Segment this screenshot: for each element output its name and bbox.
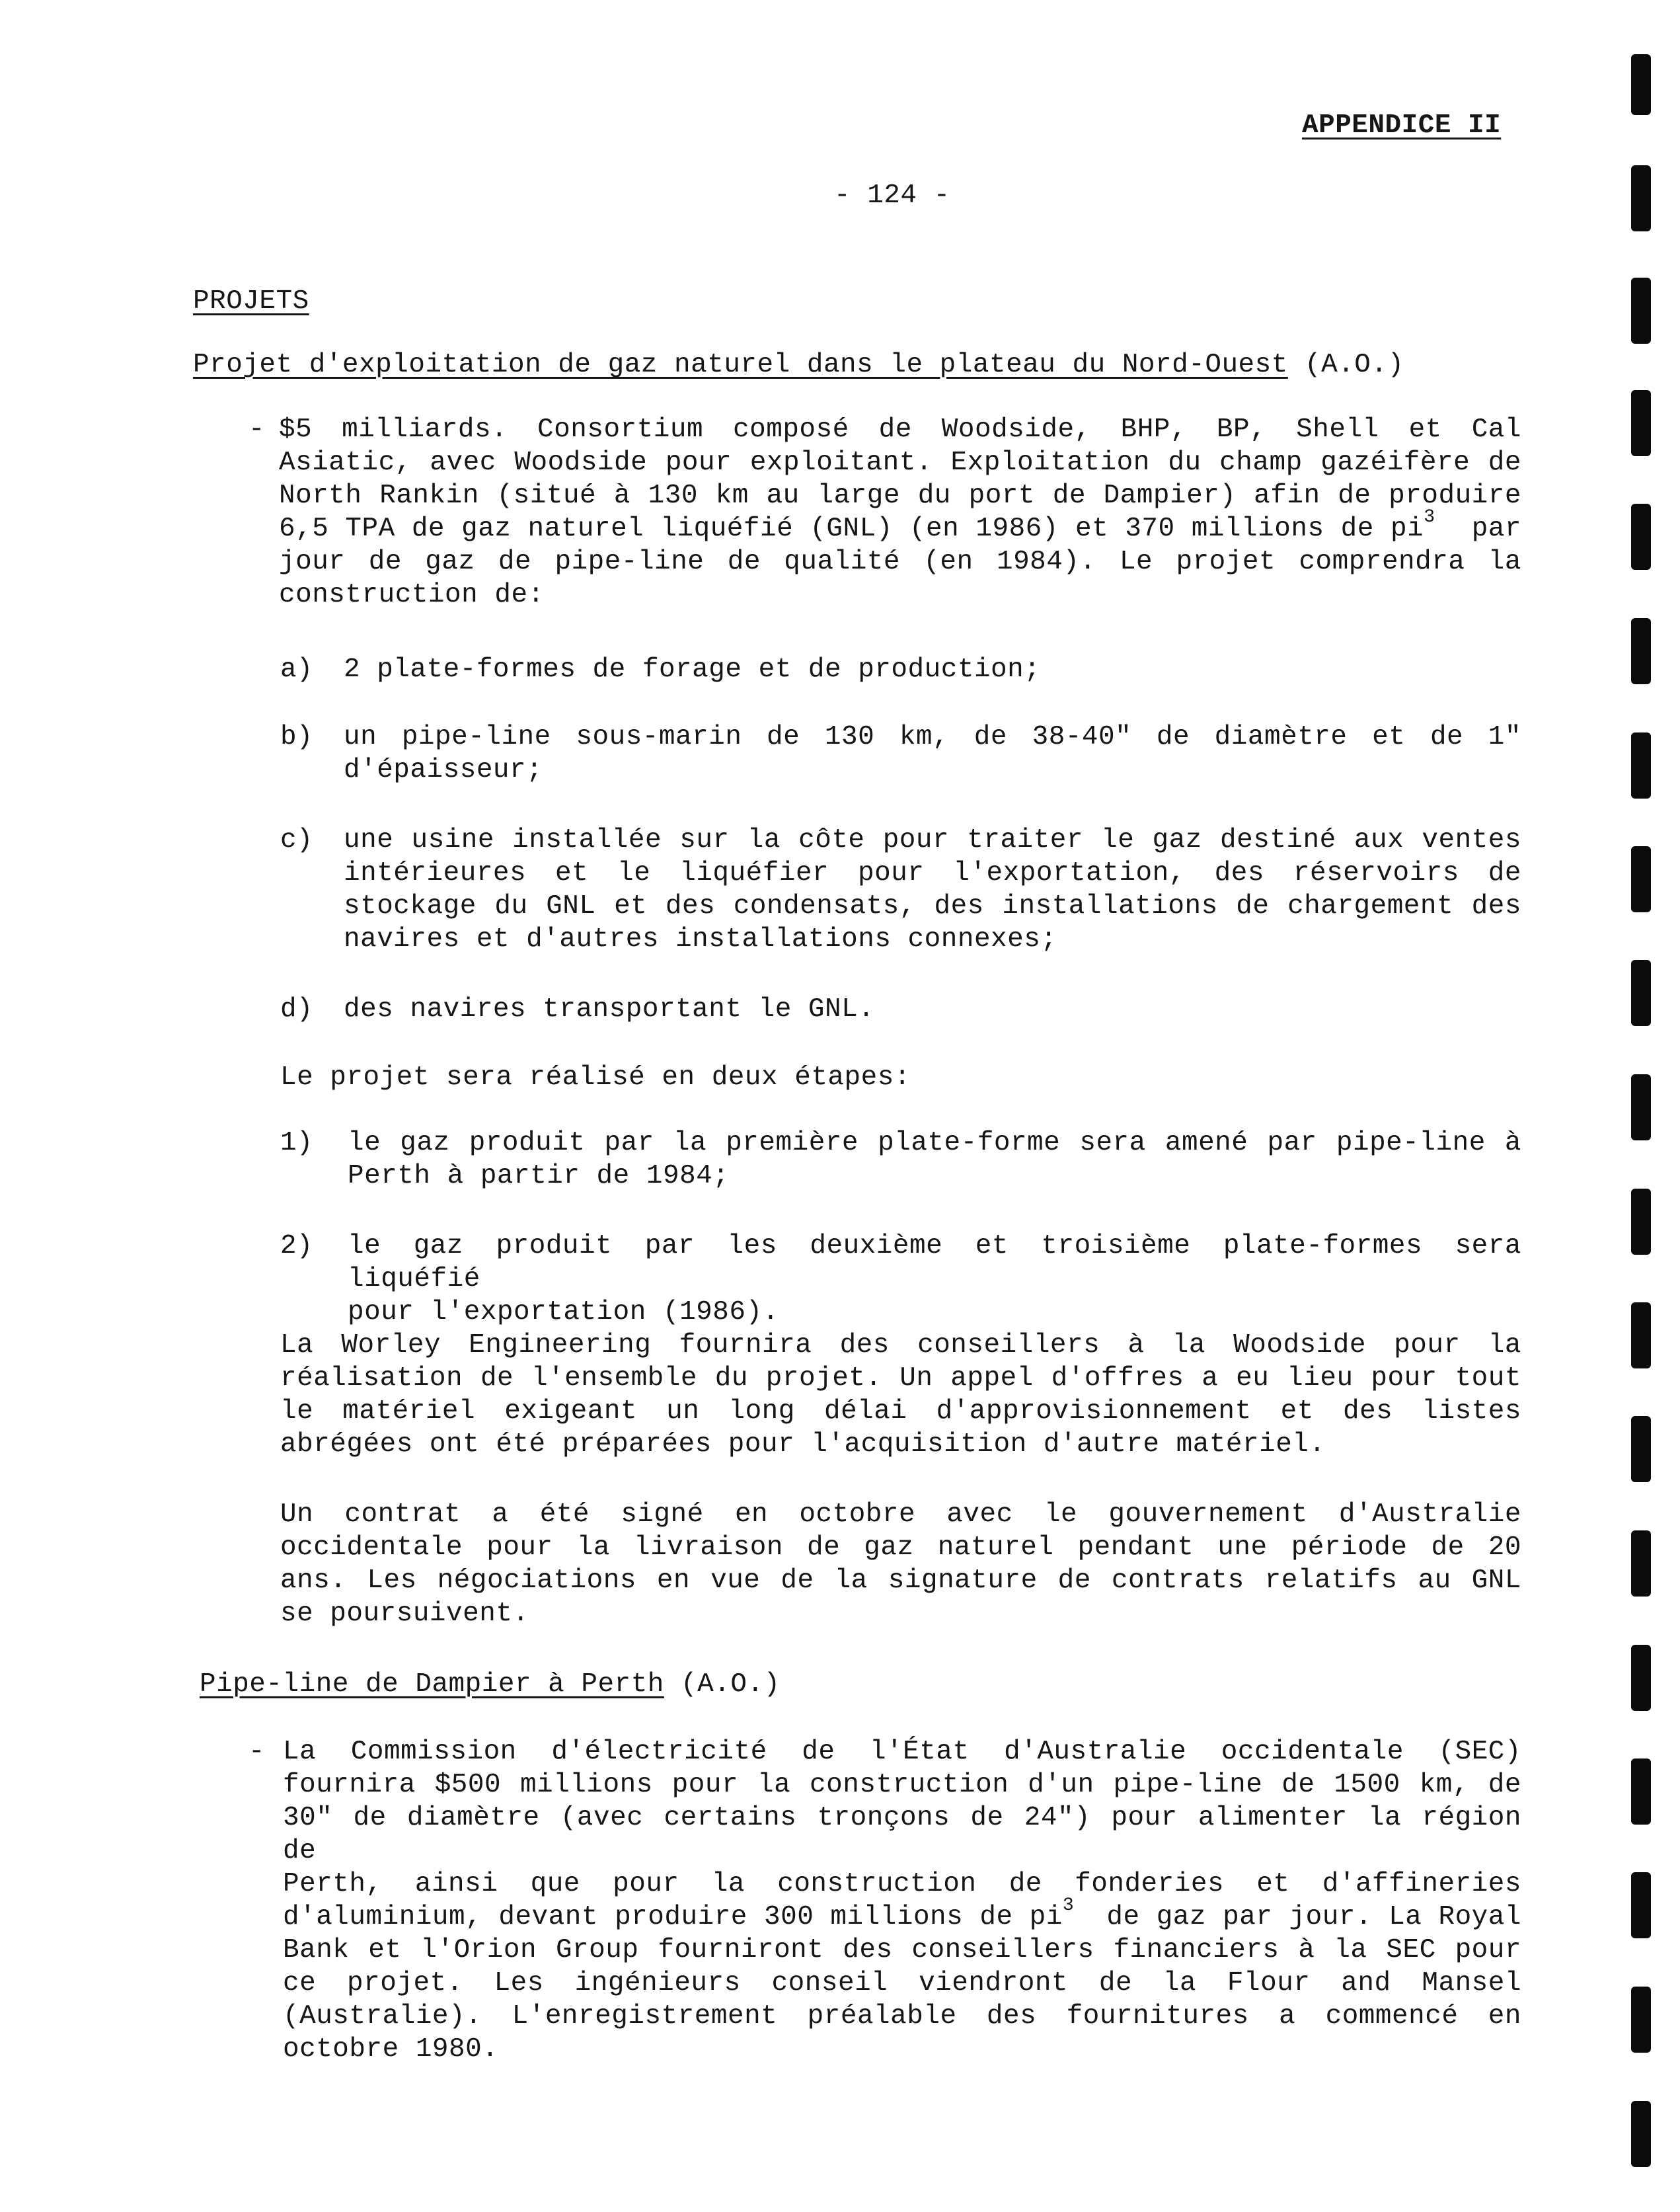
text-line: fournira $500 millions pour la construction d'un pipe-line de 1500 km, de bbox=[283, 1770, 1521, 1800]
text-line: octobre 1980. bbox=[283, 2034, 499, 2065]
list-marker: 1) bbox=[280, 1128, 313, 1158]
binder-mark bbox=[1631, 1758, 1651, 1825]
list-item bbox=[344, 653, 1521, 686]
text-line: abrégées ont été préparées pour l'acquisition d'autre matériel. bbox=[280, 1429, 1326, 1460]
text-line: North Rankin (situé à 130 km au large du port de Dampier) afin de produire bbox=[279, 481, 1521, 511]
text-line: construction de: bbox=[279, 580, 545, 610]
text-line: Asiatic, avec Woodside pour exploitant. Exploitation du champ gazéifère de bbox=[279, 448, 1521, 478]
text-line: jour de gaz de pipe-line de qualité (en 1984). Le projet comprendra la bbox=[279, 547, 1521, 577]
binder-mark bbox=[1631, 1987, 1651, 2053]
project-title: Projet d'exploitation de gaz naturel dans le plateau du Nord-Ouest bbox=[193, 350, 1288, 380]
project-region: (A.O.) bbox=[1304, 350, 1404, 380]
project-title: Pipe-line de Dampier à Perth bbox=[200, 1669, 664, 1700]
binder-mark bbox=[1631, 165, 1651, 231]
text-line: Perth à partir de 1984; bbox=[348, 1161, 730, 1191]
text-line: La Worley Engineering fournira des conseillers à la Woodside pour la bbox=[280, 1330, 1521, 1361]
text-line: Bank et l'Orion Group fourniront des conseillers financiers à la SEC pour bbox=[283, 1935, 1521, 1965]
text-line: stockage du GNL et des condensats, des installations de chargement des bbox=[344, 891, 1521, 922]
project-description bbox=[279, 413, 1521, 612]
text-line: une usine installée sur la côte pour traiter le gaz destiné aux ventes bbox=[344, 825, 1521, 855]
text-line: le matériel exigeant un long délai d'approvisionnement et des listes bbox=[280, 1396, 1521, 1427]
binder-mark bbox=[1631, 1189, 1651, 1255]
text-line: des navires transportant le GNL. bbox=[344, 994, 875, 1025]
binder-mark bbox=[1631, 846, 1651, 912]
page-number: - 124 - bbox=[834, 180, 950, 211]
list-marker: c) bbox=[280, 825, 313, 855]
list-item bbox=[348, 1126, 1521, 1193]
list-item bbox=[348, 1230, 1521, 1329]
binder-mark bbox=[1631, 504, 1651, 570]
binder-mark bbox=[1631, 618, 1651, 684]
paragraph-contract bbox=[280, 1498, 1521, 1630]
binder-mark bbox=[1631, 732, 1651, 799]
text-line: Perth, ainsi que pour la construction de fonderies et d'affineries bbox=[283, 1869, 1521, 1899]
list-marker: 2) bbox=[280, 1231, 313, 1261]
list-marker: b) bbox=[280, 722, 313, 752]
text-line: navires et d'autres installations connexes; bbox=[344, 924, 1057, 955]
text-line-with-superscript bbox=[279, 507, 1521, 545]
text-line: ans. Les négociations en vue de la signature de contrats relatifs au GNL bbox=[280, 1565, 1521, 1596]
appendix-heading: APPENDICE II bbox=[1302, 110, 1502, 141]
text-line: d'épaisseur; bbox=[344, 755, 543, 785]
text-fragment: d'aluminium, devant produire 300 millions de pi bbox=[283, 1902, 1063, 1932]
bullet-dash: - bbox=[248, 1737, 265, 1767]
bullet-dash: - bbox=[248, 415, 265, 445]
text-line: le gaz produit par la première plate-forme sera amené par pipe-line à bbox=[348, 1128, 1521, 1158]
text-fragment: par bbox=[1471, 514, 1521, 544]
text-line: Un contrat a été signé en octobre avec le gouvernement d'Australie bbox=[280, 1499, 1521, 1530]
stages-intro: Le projet sera réalisé en deux étapes: bbox=[280, 1062, 911, 1093]
binder-mark bbox=[1631, 1302, 1651, 1368]
binder-mark bbox=[1631, 1074, 1651, 1140]
binder-mark bbox=[1631, 1872, 1651, 1938]
text-line: 2 plate-formes de forage et de production; bbox=[344, 654, 1041, 685]
binder-mark bbox=[1631, 278, 1651, 344]
binder-mark bbox=[1631, 390, 1651, 456]
list-marker: a) bbox=[280, 654, 313, 685]
binder-mark bbox=[1631, 1416, 1651, 1482]
text-line: ce projet. Les ingénieurs conseil viendront de la Flour and Mansel bbox=[283, 1968, 1521, 1998]
text-line: se poursuivent. bbox=[280, 1599, 529, 1629]
superscript: 3 bbox=[1424, 507, 1435, 528]
text-line: pour l'exportation (1986). bbox=[348, 1297, 779, 1327]
binder-mark bbox=[1631, 54, 1651, 115]
list-item bbox=[344, 824, 1521, 956]
text-fragment: 6,5 TPA de gaz naturel liquéfié (GNL) (en 1986) et 370 millions de pi bbox=[279, 514, 1424, 544]
section-title: PROJETS bbox=[193, 286, 309, 317]
text-line: La Commission d'électricité de l'État d'Australie occidentale (SEC) bbox=[283, 1737, 1521, 1767]
project-region: (A.O.) bbox=[681, 1669, 781, 1700]
text-line: (Australie). L'enregistrement préalable des fournitures a commencé en bbox=[283, 2001, 1521, 2032]
paragraph-worley bbox=[280, 1329, 1521, 1461]
project-heading bbox=[193, 348, 1404, 382]
list-item bbox=[344, 993, 1521, 1026]
text-line: occidentale pour la livraison de gaz naturel pendant une période de 20 bbox=[280, 1532, 1521, 1563]
project-heading bbox=[200, 1667, 781, 1702]
text-line: intérieures et le liquéfier pour l'exportation, des réservoirs de bbox=[344, 858, 1521, 889]
text-line: 30" de diamètre (avec certains tronçons de 24") pour alimenter la région de bbox=[283, 1803, 1521, 1866]
text-line: réalisation de l'ensemble du projet. Un appel d'offres a eu lieu pour tout bbox=[280, 1363, 1521, 1394]
text-line: un pipe-line sous-marin de 130 km, de 38-40" de diamètre et de 1" bbox=[344, 722, 1521, 752]
binder-mark bbox=[1631, 960, 1651, 1026]
superscript: 3 bbox=[1062, 1895, 1075, 1916]
binder-mark bbox=[1631, 1530, 1651, 1597]
binder-mark bbox=[1631, 1645, 1651, 1711]
list-item bbox=[344, 721, 1521, 787]
text-fragment: de gaz par jour. La Royal bbox=[1106, 1902, 1521, 1932]
project-description bbox=[283, 1735, 1521, 2066]
list-marker: d) bbox=[280, 994, 313, 1025]
binder-mark bbox=[1631, 2101, 1651, 2167]
text-line-with-superscript bbox=[283, 1895, 1521, 1934]
text-line: le gaz produit par les deuxième et troisième plate-formes sera liquéfié bbox=[348, 1231, 1521, 1294]
text-line: $5 milliards. Consortium composé de Woodside, BHP, BP, Shell et Cal bbox=[279, 415, 1521, 445]
